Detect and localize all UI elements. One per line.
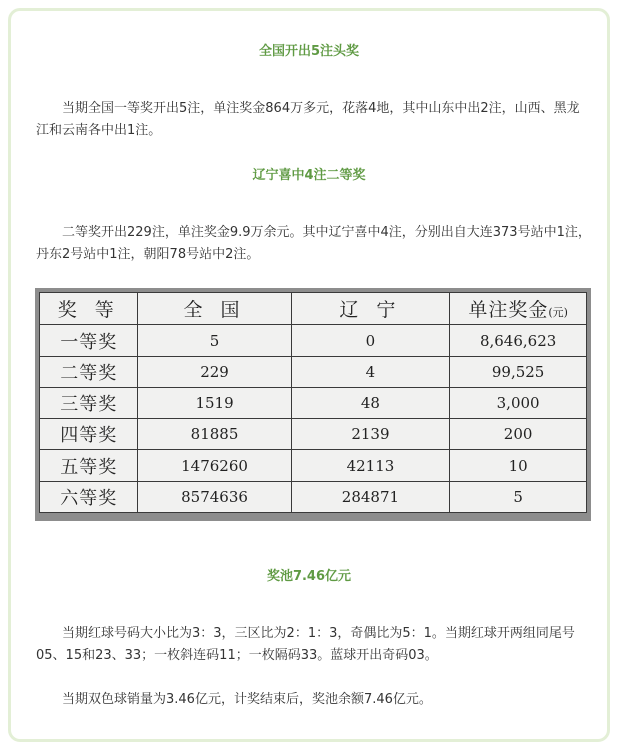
header-prize: [450, 293, 587, 325]
cell-prize: 10: [450, 450, 587, 481]
cell-level: 六等奖: [40, 481, 138, 512]
cell-level: 五等奖: [40, 450, 138, 481]
table-row: [40, 356, 587, 387]
cell-liaoning: 4: [291, 356, 450, 387]
table-row: [40, 481, 587, 512]
cell-prize: 3,000: [450, 387, 587, 418]
paragraph-sales-pool: 当期双色球销量为3.46亿元，计奖结束后，奖池余额7.46亿元。: [62, 692, 432, 707]
section-heading-first-prize: [0, 40, 618, 61]
section-heading-second-prize: [0, 164, 618, 185]
cell-prize: 5: [450, 481, 587, 512]
heading-text: 奖池7.46亿元: [266, 569, 352, 584]
heading-text: 辽宁喜中4注二等奖: [252, 168, 366, 183]
cell-national: 1519: [138, 387, 291, 418]
cell-national: 5: [138, 325, 291, 356]
section-heading-pool: [0, 565, 618, 586]
header-prize-unit: (元): [548, 306, 568, 320]
cell-prize: 99,525: [450, 356, 587, 387]
cell-national: 81885: [138, 419, 291, 450]
cell-level: 三等奖: [40, 387, 138, 418]
table-row: [40, 450, 587, 481]
paragraph-draw-analysis: 当期红球号码大小比为3：3，三区比为2：1：3，奇偶比为5：1。当期红球开两组同尾号05、15和23、33；一枚斜连码11；一枚隔码33。蓝球开出奇码03。: [36, 626, 575, 663]
cell-national: 229: [138, 356, 291, 387]
header-level: 奖 等: [40, 293, 138, 325]
prize-table: [39, 292, 587, 513]
cell-prize: 8,646,623: [450, 325, 587, 356]
cell-liaoning: 42113: [291, 450, 450, 481]
cell-liaoning: 284871: [291, 481, 450, 512]
header-national: 全 国: [138, 293, 291, 325]
table-row: [40, 419, 587, 450]
table-row: [40, 387, 587, 418]
heading-text: 全国开出5注头奖: [258, 44, 360, 59]
cell-level: 二等奖: [40, 356, 138, 387]
header-liaoning: 辽 宁: [291, 293, 450, 325]
cell-liaoning: 48: [291, 387, 450, 418]
paragraph-second-prize: 二等奖开出229注，单注奖金9.9万余元。其中辽宁喜中4注，分别出自大连373号站中1注，丹东2号站中1注，朝阳78号站中2注。: [36, 225, 591, 262]
cell-liaoning: 2139: [291, 419, 450, 450]
paragraph-first-prize: 当期全国一等奖开出5注，单注奖金864万多元，花落4地，其中山东中出2注，山西、黑龙江和云南各中出1注。: [36, 101, 580, 138]
header-prize-label: 单注奖金: [468, 299, 549, 322]
cell-national: 8574636: [138, 481, 291, 512]
cell-prize: 200: [450, 419, 587, 450]
prize-table-photo: [35, 288, 591, 521]
cell-national: 1476260: [138, 450, 291, 481]
table-header-row: [40, 293, 587, 325]
cell-level: 四等奖: [40, 419, 138, 450]
cell-liaoning: 0: [291, 325, 450, 356]
table-row: [40, 325, 587, 356]
cell-level: 一等奖: [40, 325, 138, 356]
